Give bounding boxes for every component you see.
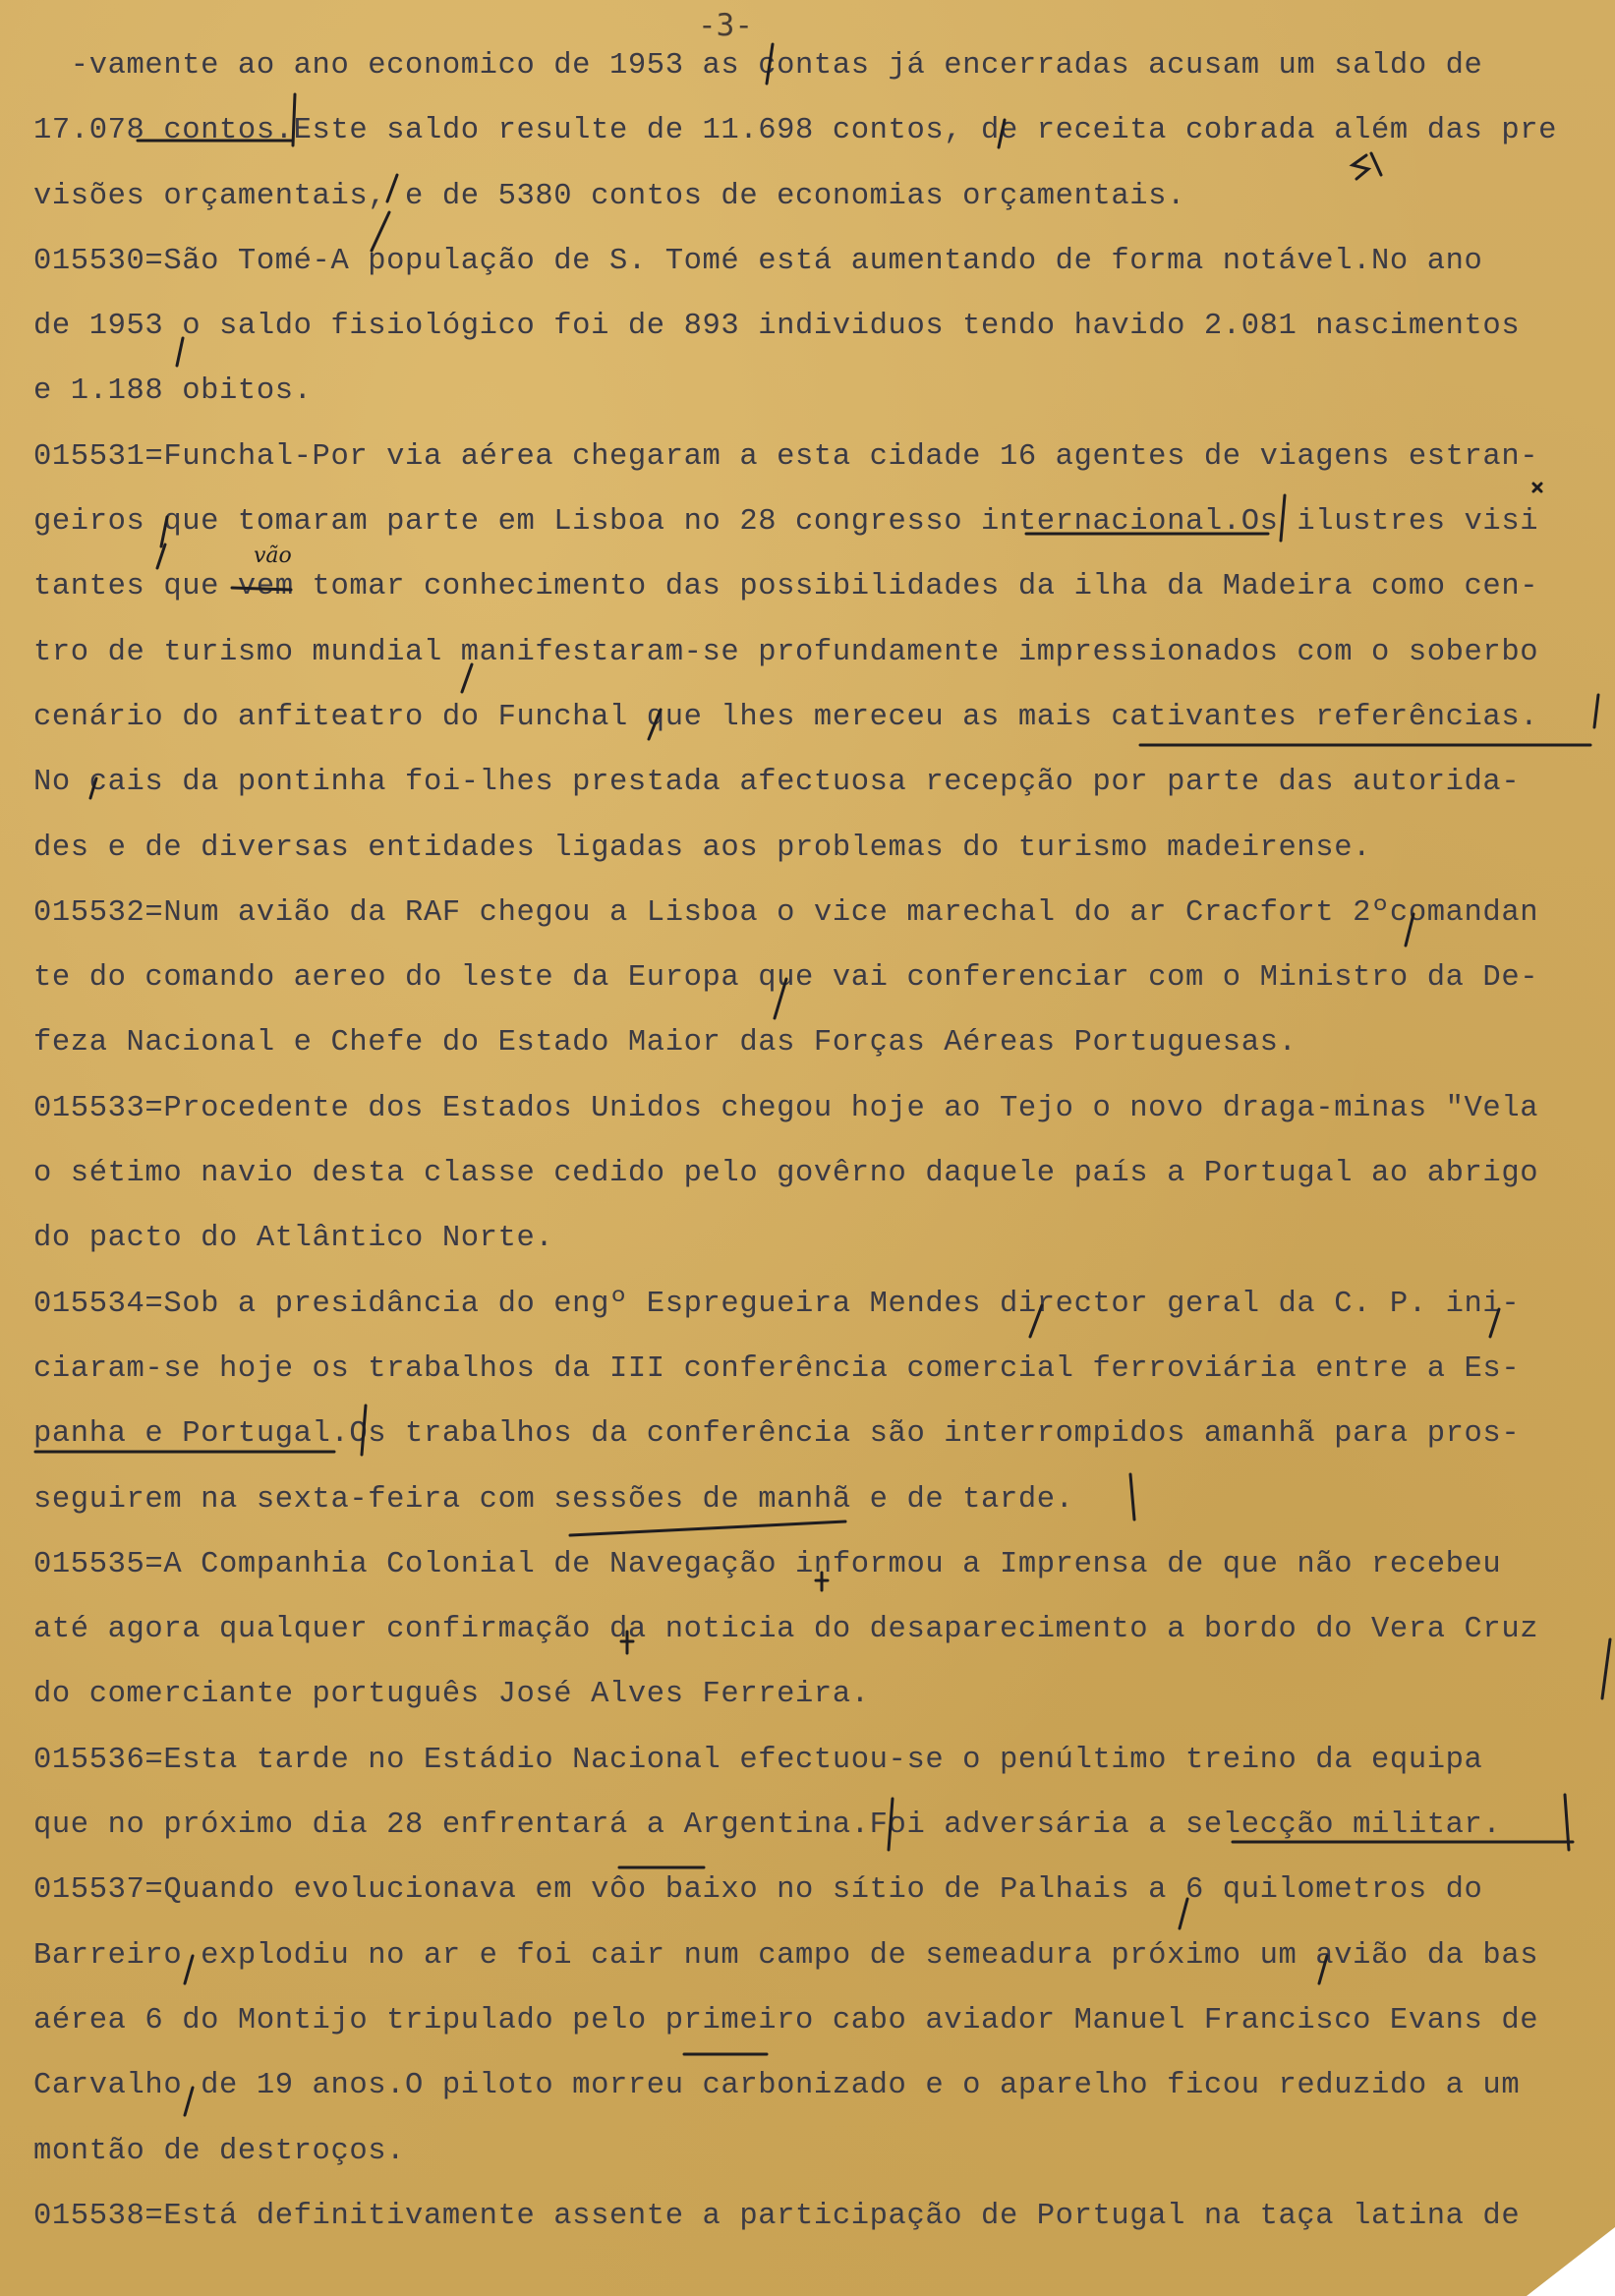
text-line: 015532=Num avião da RAF chegou a Lisboa o vice marechal do ar Cracfort 2ºcomandan — [33, 895, 1539, 930]
text-line: que no próximo dia 28 enfrentará a Argentina.Foi adversária a selecção militar. — [33, 1808, 1502, 1843]
text-line: de 1953 o saldo fisiológico foi de 893 individuos tendo havido 2.081 nascimentos — [33, 310, 1521, 344]
text-line: aérea 6 do Montijo tripulado pelo primeiro cabo aviador Manuel Francisco Evans de — [33, 2003, 1539, 2038]
text-line: des e de diversas entidades ligadas aos problemas do turismo madeirense. — [33, 831, 1372, 865]
text-line: ciaram-se hoje os trabalhos da III conferência comercial ferroviária entre a Es- — [33, 1351, 1521, 1386]
text-line: 015534=Sob a presidância do engº Espregueira Mendes director geral da C. P. ini- — [33, 1287, 1521, 1321]
text-line: 015536=Esta tarde no Estádio Nacional efectuou-se o penúltimo treino da equipa — [33, 1743, 1483, 1777]
text-line: tro de turismo mundial manifestaram-se profundamente impressionados com o soberbo — [33, 635, 1539, 669]
text-line: 015535=A Companhia Colonial de Navegação informou a Imprensa de que não recebeu — [33, 1547, 1502, 1581]
text-line: te do comando aereo do leste da Europa que vai conferenciar com o Ministro da De- — [33, 961, 1539, 996]
text-line: do comerciante português José Alves Ferreira. — [33, 1678, 870, 1712]
page-number: -3- — [698, 8, 753, 43]
text-line: geiros que tomaram parte em Lisboa no 28 congresso internacional.Os ilustres visi — [33, 505, 1539, 540]
text-line: Carvalho de 19 anos.O piloto morreu carbonizado e o aparelho ficou reduzido a um — [33, 2069, 1521, 2103]
text-line: 015538=Está definitivamente assente a participação de Portugal na taça latina de — [33, 2199, 1521, 2233]
text-line: Barreiro explodiu no ar e foi cair num campo de semeadura próximo um avião da bas — [33, 1938, 1539, 1973]
text-line: No cais da pontinha foi-lhes prestada afectuosa recepção por parte das autorida- — [33, 766, 1521, 800]
text-line: seguirem na sexta-feira com sessões de manhã e de tarde. — [33, 1482, 1074, 1517]
text-line: feza Nacional e Chefe do Estado Maior das Forças Aéreas Portuguesas. — [33, 1026, 1298, 1061]
text-line: 015537=Quando evolucionava em vôo baixo no sítio de Palhais a 6 quilometros do — [33, 1873, 1483, 1908]
text-line: 17.078 contos.Este saldo resulte de 11.698 contos, de receita cobrada além das pre — [33, 114, 1558, 148]
text-line: cenário do anfiteatro do Funchal que lhes mereceu as mais cativantes referências. — [33, 700, 1539, 734]
handwritten-insert: vão — [254, 544, 292, 568]
text-line: tantes que vem tomar conhecimento das possibilidades da ilha da Madeira como cen- — [33, 570, 1539, 604]
text-line: e 1.188 obitos. — [33, 374, 313, 409]
text-line: 015531=Funchal-Por via aérea chegaram a esta cidade 16 agentes de viagens estran- — [33, 439, 1539, 474]
text-line: montão de destroços. — [33, 2134, 406, 2168]
paper-corner — [1527, 2227, 1615, 2296]
text-line: panha e Portugal.Os trabalhos da conferência são interrompidos amanhã para pros- — [33, 1417, 1521, 1452]
text-line: o sétimo navio desta classe cedido pelo govêrno daquele país a Portugal ao abrigo — [33, 1157, 1539, 1191]
text-line: 015533=Procedente dos Estados Unidos chegou hoje ao Tejo o novo draga-minas "Vela — [33, 1091, 1539, 1125]
body-text — [33, 41, 1606, 2257]
text-line: 015530=São Tomé-A população de S. Tomé está aumentando de forma notável.No ano — [33, 244, 1483, 278]
text-line: do pacto do Atlântico Norte. — [33, 1222, 554, 1256]
text-line: até agora qualquer confirmação da noticia do desaparecimento a bordo do Vera Cruz — [33, 1613, 1539, 1647]
text-line: -vamente ao ano economico de 1953 as contas já encerradas acusam um saldo de — [33, 49, 1483, 83]
text-line: visões orçamentais, e de 5380 contos de economias orçamentais. — [33, 179, 1185, 213]
